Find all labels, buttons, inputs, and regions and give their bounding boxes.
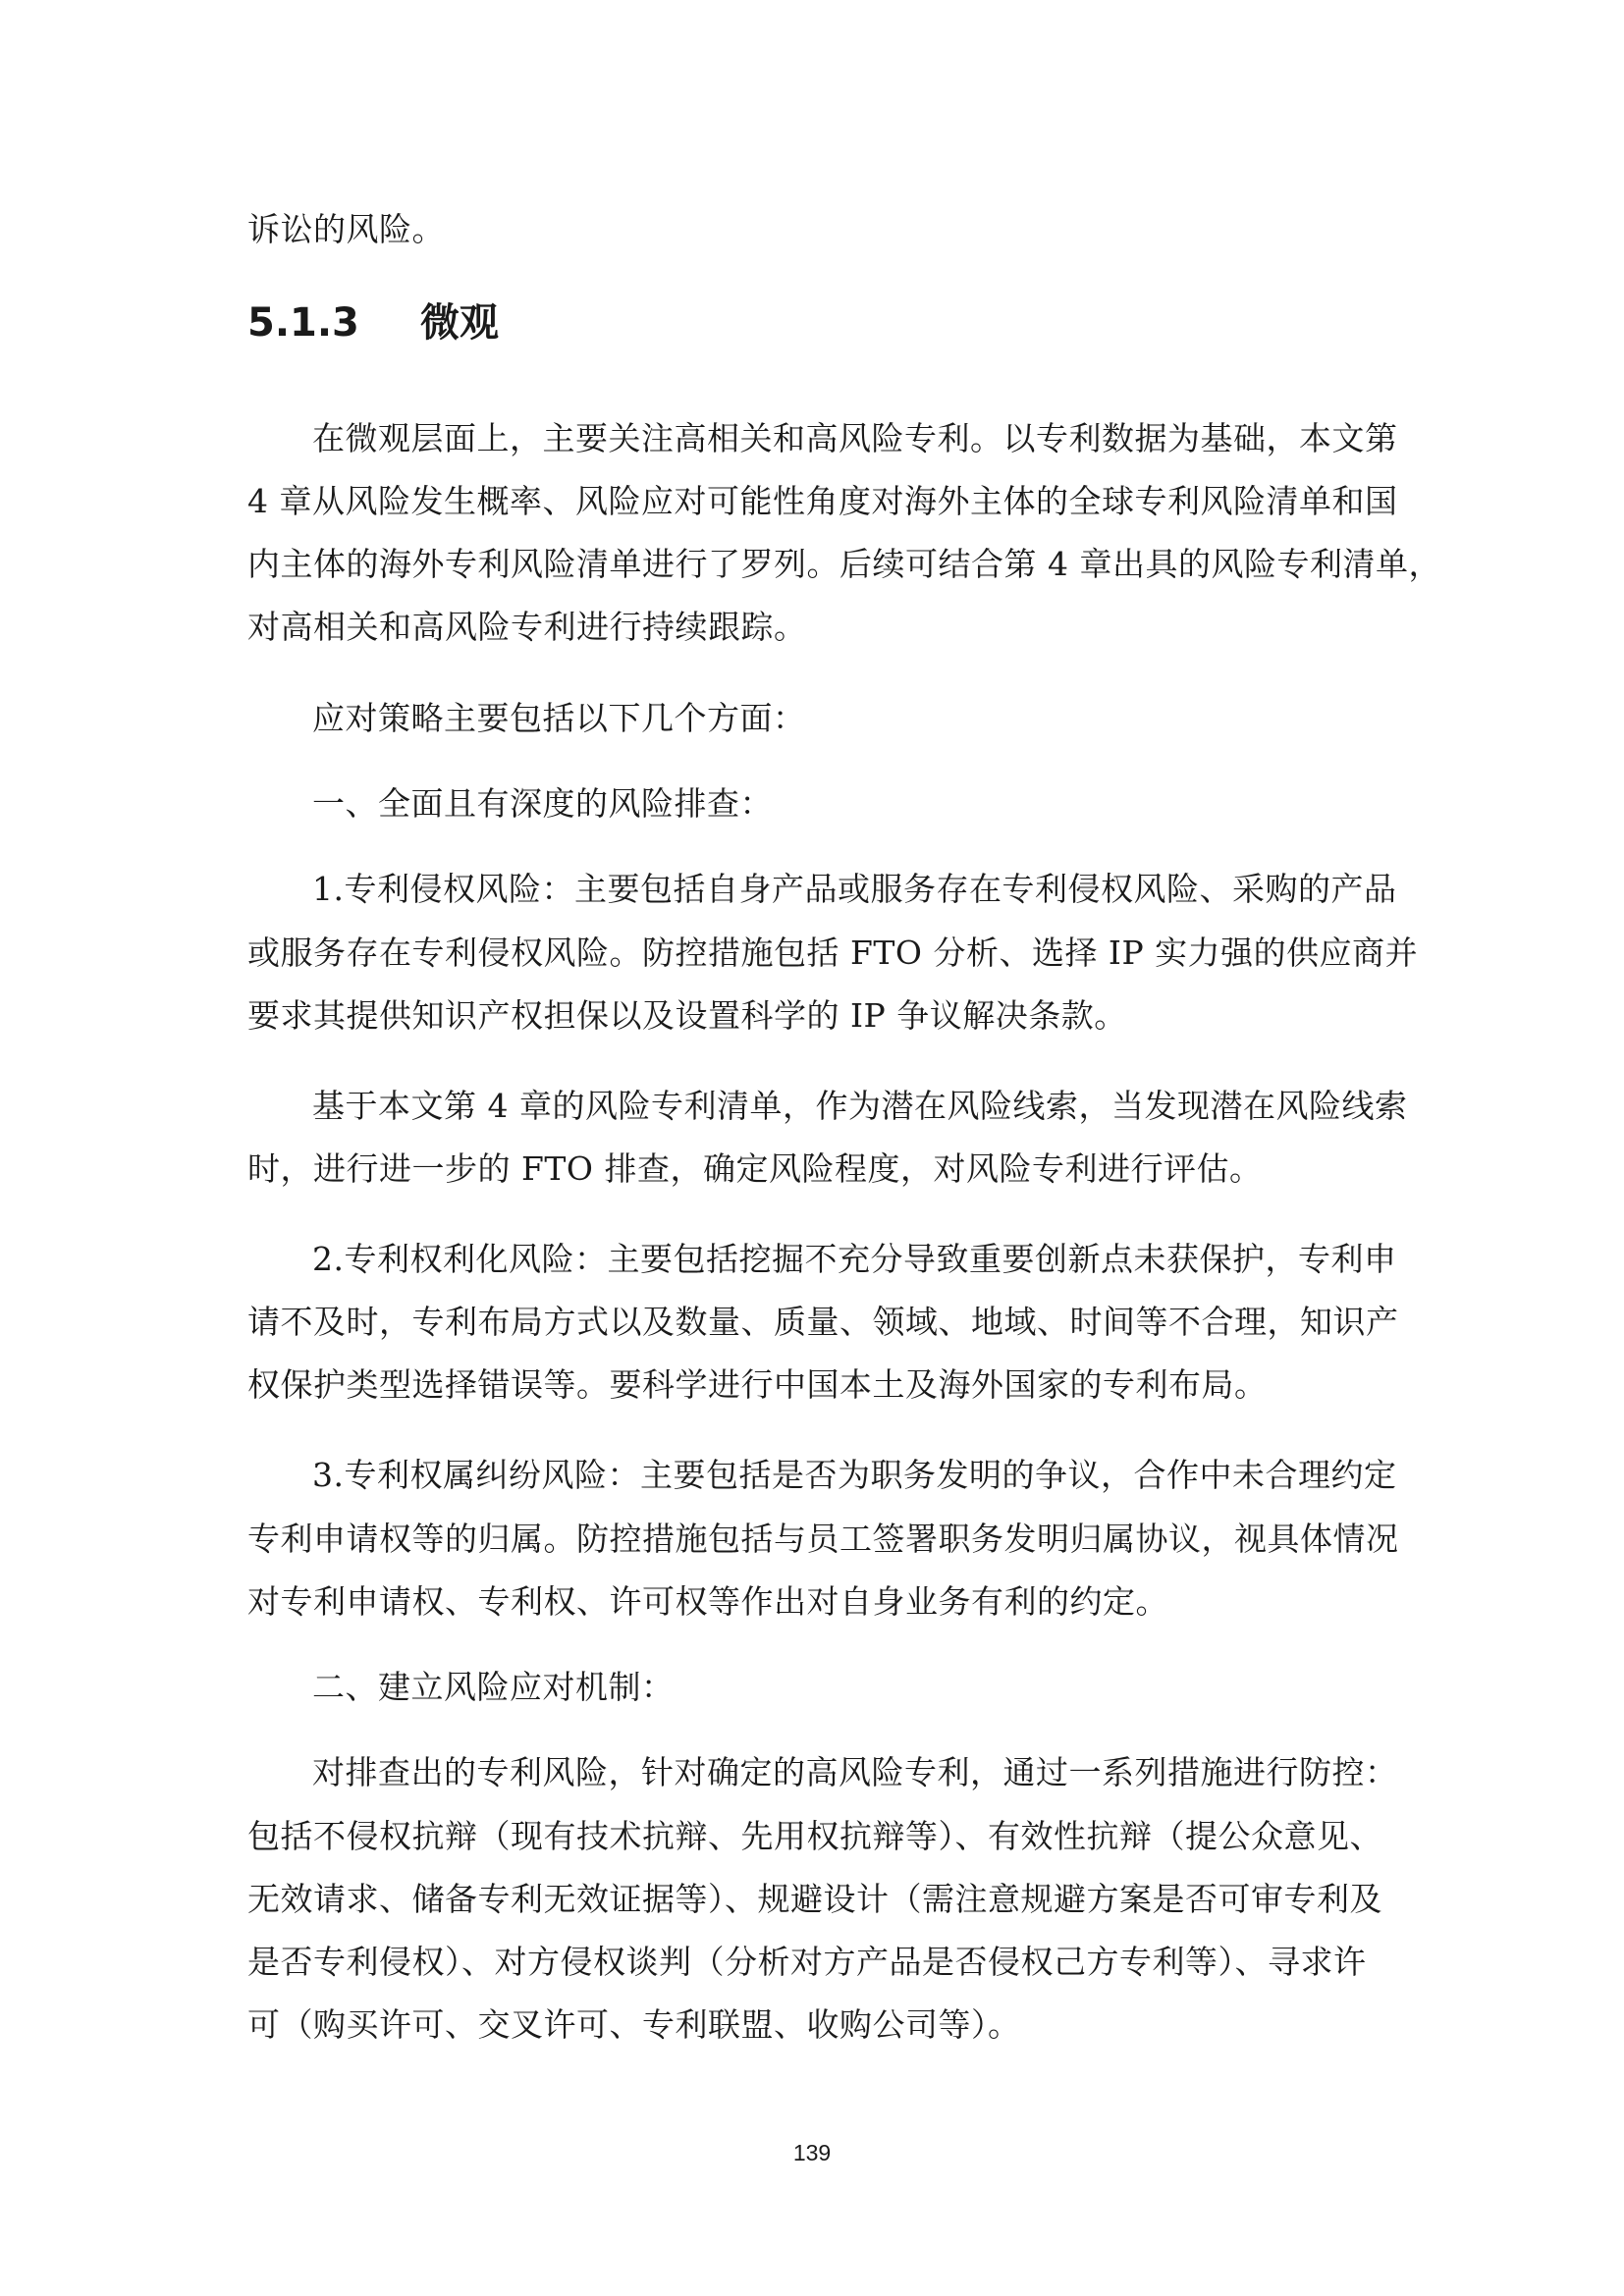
paragraph-line: 对排查出的专利风险，针对确定的高风险专利，通过一系列措施进行防控： <box>312 1753 1398 1791</box>
paragraph-line: 在微观层面上，主要关注高相关和高风险专利。以专利数据为基础，本文第 <box>312 419 1398 457</box>
paragraph-line: 内主体的海外专利风险清单进行了罗列。后续可结合第 4 章出具的风险专利清单， <box>247 545 1441 583</box>
paragraph-line: 应对策略主要包括以下几个方面： <box>312 699 806 737</box>
paragraph-line: 要求其提供知识产权担保以及设置科学的 IP 争议解决条款。 <box>247 996 1127 1035</box>
section-heading <box>247 298 499 347</box>
paragraph-line: 2.专利权利化风险：主要包括挖掘不充分导致重要创新点未获保护，专利申 <box>312 1240 1397 1278</box>
paragraph-line: 对高相关和高风险专利进行持续跟踪。 <box>247 608 807 646</box>
paragraph-line: 时，进行进一步的 FTO 排查，确定风险程度，对风险专利进行评估。 <box>247 1149 1263 1188</box>
paragraph-line: 诉讼的风险。 <box>247 210 445 248</box>
paragraph-line: 专利申请权等的归属。防控措施包括与员工签署职务发明归属协议，视具体情况 <box>247 1520 1399 1558</box>
paragraph-line: 或服务存在专利侵权风险。防控措施包括 FTO 分析、选择 IP 实力强的供应商并 <box>247 934 1419 972</box>
section-title: 微观 <box>420 300 499 346</box>
paragraph-line: 请不及时，专利布局方式以及数量、质量、领域、地域、时间等不合理，知识产 <box>247 1303 1399 1341</box>
paragraph-line: 二、建立风险应对机制： <box>312 1668 675 1706</box>
paragraph-line: 对专利申请权、专利权、许可权等作出对自身业务有利的约定。 <box>247 1582 1168 1621</box>
paragraph-line: 无效请求、储备专利无效证据等）、规避设计（需注意规避方案是否可审专利及 <box>247 1880 1382 1918</box>
paragraph-line: 包括不侵权抗辩（现有技术抗辩、先用权抗辩等）、有效性抗辩（提公众意见、 <box>247 1817 1382 1855</box>
paragraph-line: 一、全面且有深度的风险排查： <box>312 784 773 823</box>
paragraph-line: 是否专利侵权）、对方侵权谈判（分析对方产品是否侵权己方专利等）、寻求许 <box>247 1943 1367 1981</box>
paragraph-line: 4 章从风险发生概率、风险应对可能性角度对海外主体的全球专利风险清单和国 <box>247 482 1398 520</box>
paragraph-line: 3.专利权属纠纷风险：主要包括是否为职务发明的争议，合作中未合理约定 <box>312 1456 1397 1494</box>
paragraph-line: 权保护类型选择错误等。要科学进行中国本土及海外国家的专利布局。 <box>247 1365 1268 1404</box>
paragraph-line: 1.专利侵权风险：主要包括自身产品或服务存在专利侵权风险、采购的产品 <box>312 870 1397 908</box>
page-number: 139 <box>792 2140 832 2165</box>
paragraph-line: 基于本文第 4 章的风险专利清单，作为潜在风险线索，当发现潜在风险线索 <box>312 1087 1408 1125</box>
section-number: 5.1.3 <box>247 300 359 346</box>
paragraph-line: 可（购买许可、交叉许可、专利联盟、收购公司等）。 <box>247 2005 1021 2044</box>
